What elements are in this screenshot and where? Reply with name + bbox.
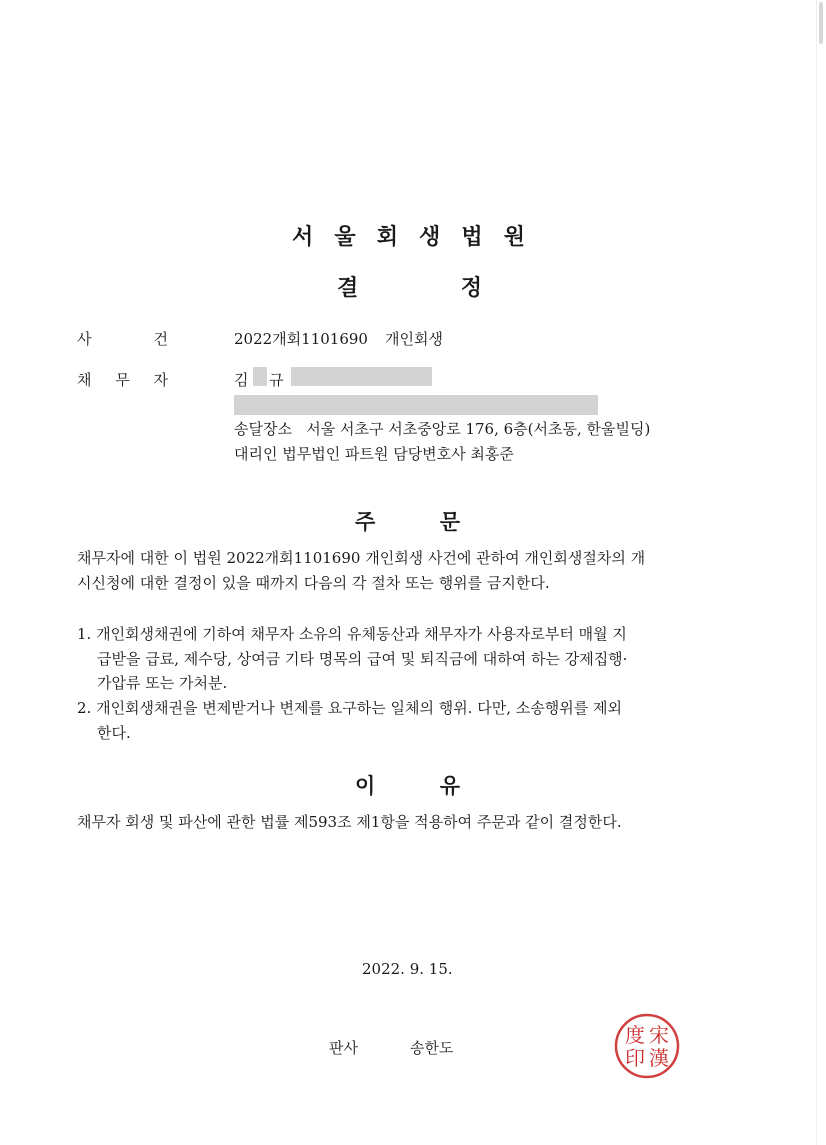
order-intro-line: 채무자에 대한 이 법원 2022개회1101690 개인회생 사건에 관하여 개인회생절차의 개: [77, 549, 646, 567]
judge-name: 송한도: [410, 1039, 454, 1057]
order-heading: 주 문: [355, 510, 461, 534]
debtor-name-last: 규: [269, 371, 284, 389]
redaction-block: [291, 367, 432, 386]
order-item-line: 급받을 급료, 제수당, 상여금 기타 명목의 급여 및 퇴직금에 대하여 하는 강제집행·: [97, 650, 628, 668]
seal-char: 漢: [649, 1046, 669, 1070]
court-name-char: 회: [376, 225, 399, 250]
redaction-block: [234, 395, 598, 415]
judge-seal: [612, 1011, 682, 1081]
reason-text: 채무자 회생 및 파산에 관한 법률 제593조 제1항을 적용하여 주문과 같이 결정한다.: [77, 813, 622, 831]
seal-char: 宋: [649, 1023, 669, 1047]
order-item-line: 2. 개인회생채권을 변제받거나 변제를 요구하는 일체의 행위. 다만, 소송행위를 제외: [77, 699, 622, 717]
document-title-char: 결: [337, 276, 360, 301]
case-label: 사 건: [77, 330, 168, 348]
decision-date: 2022. 9. 15.: [362, 960, 453, 978]
order-item-line: 1. 개인회생채권에 기하여 채무자 소유의 유체동산과 채무자가 사용자로부터 매월 지: [77, 625, 627, 643]
judge-title: 판사: [329, 1039, 358, 1057]
debtor-name-first: 김: [234, 371, 249, 389]
debtor-label: 채 무 자: [77, 371, 168, 389]
redaction-block: [253, 367, 267, 386]
court-name-char: 생: [419, 225, 442, 250]
reason-heading: 이 유: [355, 774, 461, 798]
order-item-line: 가압류 또는 가처분.: [97, 674, 228, 692]
order-item-line: 한다.: [97, 724, 131, 742]
court-name-char: 원: [503, 225, 526, 250]
court-name-char: 법: [461, 225, 484, 250]
legal-agent: 대리인 법무법인 파트원 담당변호사 최홍준: [234, 445, 514, 463]
scrollbar-thumb[interactable]: [819, 2, 823, 44]
seal-char: 印: [625, 1046, 645, 1070]
court-name: [292, 220, 526, 251]
document-title: [337, 271, 483, 302]
document-title-char: 정: [460, 276, 483, 301]
case-type: 개인회생: [385, 330, 443, 348]
court-name-char: 서: [292, 225, 315, 250]
case-number: 2022개회1101690: [234, 330, 368, 348]
order-intro-line: 시신청에 대한 결정이 있을 때까지 다음의 각 절차 또는 행위를 금지한다.: [77, 574, 550, 592]
court-name-char: 울: [334, 225, 357, 250]
vertical-scrollbar[interactable]: [816, 0, 826, 1145]
service-address: 송달장소 서울 서초구 서초중앙로 176, 6층(서초동, 한울빌딩): [234, 420, 651, 438]
seal-char: 度: [625, 1023, 645, 1047]
